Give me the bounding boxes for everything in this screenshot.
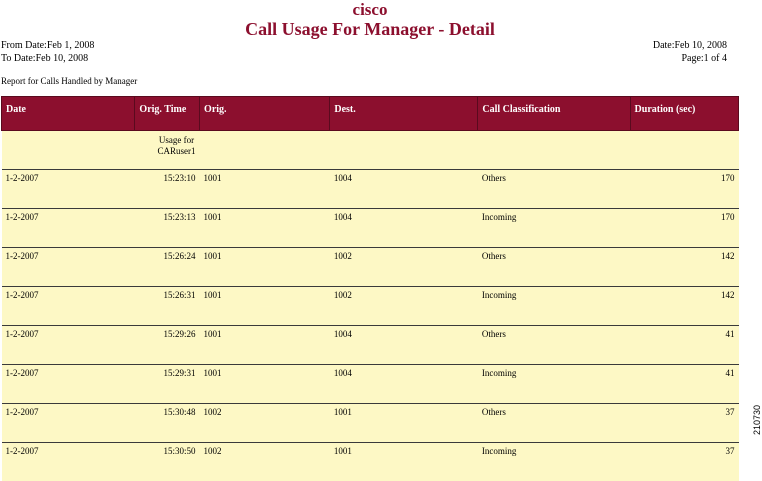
- cell-duration: 142: [630, 287, 738, 326]
- cell-call-classification: Incoming: [478, 287, 630, 326]
- cell-date: 1-2-2007: [2, 404, 135, 443]
- figure-id: 210730: [752, 405, 762, 435]
- cell-dest: 1002: [330, 248, 478, 287]
- cell-duration: 37: [630, 404, 738, 443]
- table-row: [2, 209, 739, 248]
- cell-call-classification: Incoming: [478, 365, 630, 404]
- cell-date: 1-2-2007: [2, 287, 135, 326]
- group-label-line1: Usage for: [159, 135, 194, 145]
- cell-duration: 41: [630, 326, 738, 365]
- table-row: [2, 248, 739, 287]
- cell-call-classification: Others: [478, 404, 630, 443]
- column-header-date: Date: [2, 97, 135, 131]
- column-header-dest: Dest.: [330, 97, 478, 131]
- from-date: From Date:Feb 1, 2008: [1, 39, 94, 52]
- cell-duration: 142: [630, 248, 738, 287]
- group-label-line2: CARuser1: [158, 146, 196, 156]
- group-subheader-row: [2, 131, 739, 170]
- table-cell: [330, 131, 478, 170]
- cell-date: 1-2-2007: [2, 209, 135, 248]
- cell-orig-time: 15:29:26: [135, 326, 200, 365]
- cell-orig-time: 15:30:48: [135, 404, 200, 443]
- cell-orig-time: 15:23:13: [135, 209, 200, 248]
- table-cell: [2, 131, 135, 170]
- cell-duration: 37: [630, 443, 738, 481]
- cell-date: 1-2-2007: [2, 170, 135, 209]
- cell-orig: 1001: [200, 365, 330, 404]
- table-header-row: [2, 97, 739, 131]
- cell-date: 1-2-2007: [2, 365, 135, 404]
- cell-orig-time: 15:23:10: [135, 170, 200, 209]
- cell-date: 1-2-2007: [2, 326, 135, 365]
- cell-date: 1-2-2007: [2, 248, 135, 287]
- report-title: Call Usage For Manager - Detail: [0, 18, 740, 40]
- cell-dest: 1002: [330, 287, 478, 326]
- cell-call-classification: Others: [478, 170, 630, 209]
- cell-duration: 41: [630, 365, 738, 404]
- table-row: [2, 365, 739, 404]
- column-header-duration: Duration (sec): [630, 97, 738, 131]
- cell-orig-time: 15:26:24: [135, 248, 200, 287]
- column-header-call-classification: Call Classification: [478, 97, 630, 131]
- column-header-orig: Orig.: [200, 97, 330, 131]
- report-description: Report for Calls Handled by Manager: [1, 76, 137, 86]
- report-date: Date:Feb 10, 2008: [653, 39, 727, 52]
- table-row: [2, 404, 739, 443]
- cell-orig: 1001: [200, 209, 330, 248]
- column-header-orig-time: Orig. Time: [135, 97, 200, 131]
- cell-orig: 1001: [200, 287, 330, 326]
- table-row: [2, 443, 739, 481]
- table-row: [2, 170, 739, 209]
- table-row: [2, 287, 739, 326]
- table-cell: [478, 131, 630, 170]
- cell-orig-time: 15:29:31: [135, 365, 200, 404]
- cell-dest: 1004: [330, 365, 478, 404]
- table-cell: [630, 131, 738, 170]
- cell-duration: 170: [630, 209, 738, 248]
- cell-call-classification: Others: [478, 326, 630, 365]
- group-label: [135, 131, 200, 170]
- cell-orig: 1001: [200, 248, 330, 287]
- cell-call-classification: Incoming: [478, 209, 630, 248]
- brand-name: cisco: [0, 0, 740, 20]
- cell-dest: 1001: [330, 404, 478, 443]
- cell-dest: 1004: [330, 170, 478, 209]
- cell-orig: 1001: [200, 170, 330, 209]
- to-date: To Date:Feb 10, 2008: [1, 52, 88, 65]
- cell-orig: 1002: [200, 443, 330, 481]
- cell-date: 1-2-2007: [2, 443, 135, 481]
- call-usage-table: [1, 96, 739, 481]
- page-number: Page:1 of 4: [681, 52, 727, 65]
- cell-orig-time: 15:26:31: [135, 287, 200, 326]
- table-row: [2, 326, 739, 365]
- cell-dest: 1001: [330, 443, 478, 481]
- cell-call-classification: Incoming: [478, 443, 630, 481]
- table-cell: [200, 131, 330, 170]
- cell-orig: 1002: [200, 404, 330, 443]
- cell-duration: 170: [630, 170, 738, 209]
- cell-dest: 1004: [330, 209, 478, 248]
- cell-orig-time: 15:30:50: [135, 443, 200, 481]
- cell-dest: 1004: [330, 326, 478, 365]
- cell-orig: 1001: [200, 326, 330, 365]
- cell-call-classification: Others: [478, 248, 630, 287]
